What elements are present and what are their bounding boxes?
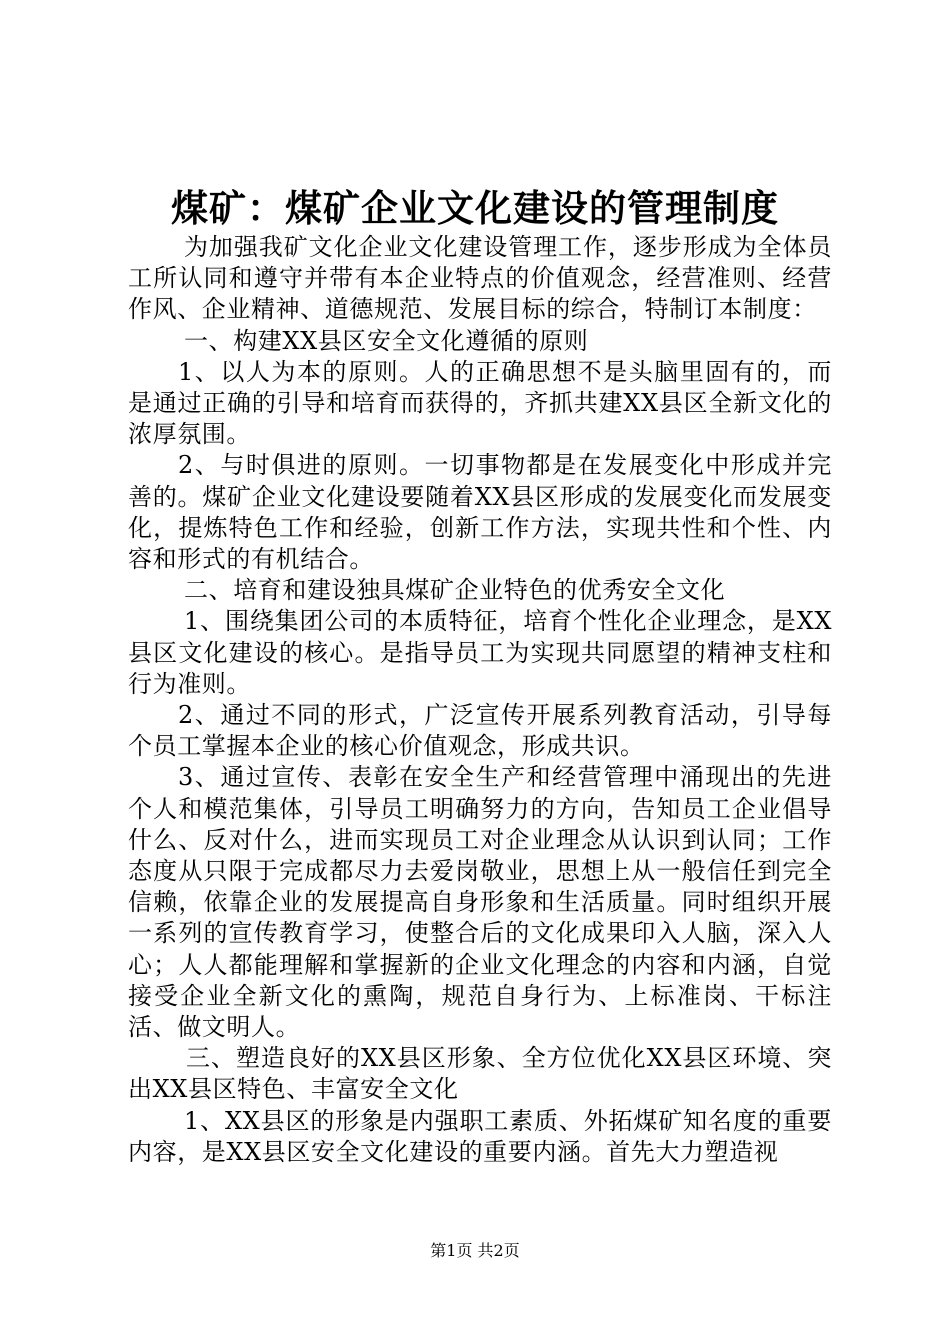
document-body xyxy=(128,232,832,1168)
section-heading-1: 一、构建XX县区安全文化遵循的原则 xyxy=(184,326,589,355)
paragraph-3-1: 1、XX县区的形象是内强职工素质、外拓煤矿知名度的重要内容，是XX县区安全文化建设的重要内涵。首先大力塑造视 xyxy=(128,1106,832,1166)
paragraph-2-1: 1、围绕集团公司的本质特征，培育个性化企业理念，是XX县区文化建设的核心。是指导员工为实现共同愿望的精神支柱和行为准则。 xyxy=(128,607,832,698)
page-footer: 第1页 共2页 xyxy=(430,1241,520,1260)
paragraph-1-2: 2、与时俱进的原则。一切事物都是在发展变化中形成并完善的。煤矿企业文化建设要随着XX县区形成的发展变化而发展变化，提炼特色工作和经验，创新工作方法，实现共性和个性、内容和形式的有机结合。 xyxy=(128,451,832,574)
paragraph-2-2: 2、通过不同的形式，广泛宣传开展系列教育活动，引导每个员工掌握本企业的核心价值观念，形成共识。 xyxy=(128,701,832,761)
paragraph-1-1: 1、以人为本的原则。人的正确思想不是头脑里固有的，而是通过正确的引导和培育而获得的，齐抓共建XX县区全新文化的浓厚氛围。 xyxy=(128,357,832,449)
section-heading-2: 二、培育和建设独具煤矿企业特色的优秀安全文化 xyxy=(184,576,726,605)
document-title: 煤矿：煤矿企业文化建设的管理制度 xyxy=(171,186,779,230)
paragraph-2-3: 3、通过宣传、表彰在安全生产和经营管理中涌现出的先进个人和模范集体，引导员工明确努力的方向，告知员工企业倡导什么、反对什么，进而实现员工对企业理念从认识到认同；工作态度从只限于完成都尽力去爱岗敬业，思想上从一般信任到完全信赖，依靠企业的发展提高自身形象和生活质量。同时组织开展一系列的宣传教育学习，使整合后的文化成果印入人脑，深入人心；人人都能理解和掌握新的企业文化理念的内容和内涵，自觉接受企业全新文化的熏陶，规范自身行为、上标准岗、干标注活、做文明人。 xyxy=(128,763,832,1042)
section-heading-3: 三、塑造良好的XX县区形象、全方位优化XX县区环境、突出XX县区特色、丰富安全文化 xyxy=(128,1044,832,1104)
paragraph-intro: 为加强我矿文化企业文化建设管理工作，逐步形成为全体员工所认同和遵守并带有本企业特点的价值观念，经营准则、经营作风、企业精神、道德规范、发展目标的综合，特制订本制度： xyxy=(128,233,832,324)
